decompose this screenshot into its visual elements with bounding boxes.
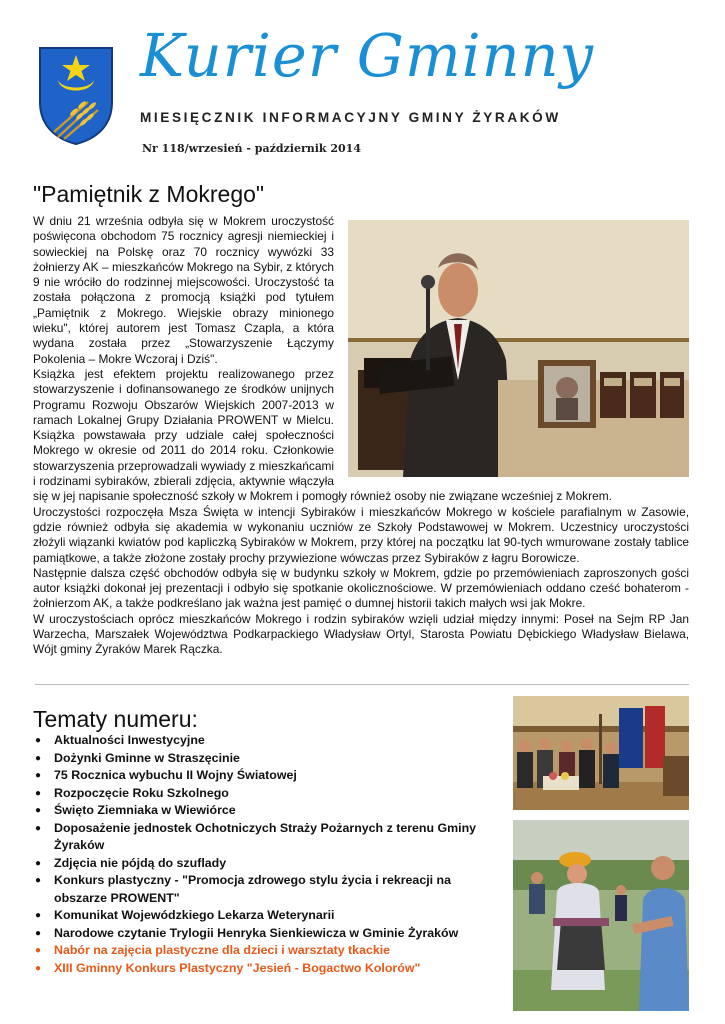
newspaper-title: Kurier Gminny	[140, 21, 595, 90]
article-paragraph: Uroczystości rozpoczęła Msza Święta w intencji Sybiraków i mieszkańców Mokrego w kościele parafialnym w Zasowie, gdzie również odbyła się akademia w wykonaniu uczniów ze Szkoły Podstawowej w Mokrem. Uczestnicy uroczystości złożyli wiązanki kwiatów pod kapliczką Sybiraków w Mokrem, przy której na początku lat 90-tych wmurowane zostały tablice pamiątkowe, a także złożone zostały prochy przywiezione wówczas przez Sybiraków z łagru Borowicze.	[33, 504, 689, 565]
photo-speaker-at-book-promotion	[348, 220, 689, 477]
topic-item: ● Konkurs plastyczny - "Promocja zdrowego stylu życia i rekreacji na obszarze PROWENT"	[33, 872, 503, 907]
topic-item-highlighted: ● XIII Gminny Konkurs Plastyczny "Jesień - Bogactwo Kolorów"	[33, 960, 503, 978]
topic-item: ● Komunikat Wojewódzkiego Lekarza Weterynarii	[33, 907, 503, 925]
newspaper-subtitle: MIESIĘCZNIK INFORMACYJNY GMINY ŻYRAKÓW	[140, 110, 561, 125]
topic-item: ● Aktualności Inwestycyjne	[33, 732, 503, 750]
topic-item: ● Doposażenie jednostek Ochotniczych Straży Pożarnych z terenu Gminy Żyraków	[33, 820, 503, 855]
issue-number: Nr 118/wrzesień - październik 2014	[142, 142, 361, 155]
gmina-coat-of-arms	[36, 44, 116, 146]
topic-item: ● Święto Ziemniaka w Wiewiórce	[33, 802, 503, 820]
section-divider	[35, 684, 689, 685]
article-body	[33, 214, 689, 658]
topic-item: ● Dożynki Gminne w Straszęcinie	[33, 750, 503, 768]
topics-heading: Tematy numeru:	[33, 706, 198, 732]
article-paragraph: Następnie dalsza część obchodów odbyła się w budynku szkoły w Mokrem, gdzie po przemówieniach zaproszonych gości autor książki dokonał jej prezentacji i odbyło się spotkanie okolicznościowe. W przemówieniach oddano cześć bohaterom - żołnierzom AK, a także podkreślano jak ważna jest pamięć o dumnej historii takich małych wsi jak Mokre.	[33, 565, 689, 611]
photo-potato-festival	[513, 820, 689, 1011]
article-title: "Pamiętnik z Mokrego"	[33, 181, 265, 207]
article-paragraph: W uroczystościach oprócz mieszkańców Mokrego i rodzin sybiraków wzięli udział między innymi: Poseł na Sejm RP Jan Warzecha, Marszałek Województwa Podkarpackiego Władysław Ortyl, Starosta Powiatu Dębickiego Władysław Bielawa, Wójt gminy Żyraków Marek Rączka.	[33, 611, 689, 657]
topic-item: ● Zdjęcia nie pójdą do szuflady	[33, 855, 503, 873]
topic-item: ● 75 Rocznica wybuchu II Wojny Światowej	[33, 767, 503, 785]
topic-item: ● Rozpoczęcie Roku Szkolnego	[33, 785, 503, 803]
photo-church-ceremony	[513, 696, 689, 810]
topic-item-highlighted: ● Nabór na zajęcia plastyczne dla dzieci i warsztaty tkackie	[33, 942, 503, 960]
article-paragraph: W dniu 21 września odbyła się w Mokrem uroczystość poświęcona obchodom 75 rocznicy agresji niemieckiej i sowieckiej na Polskę oraz 70 rocznicy wywózki 33 żołnierzy AK – mieszkańców Mokrego na Sybir, z których 9 nie wróciło do rodzinnej miejscowości. Uroczystość ta została połączona z promocją książki pod tytułem „Pamiętnik z Mokrego. Wiejskie obrazy minionego wieku", której autorem jest Tomasz Czapla, a która wydana została przez „Stowarzyszenie Łączymy Pokolenia – Mokre Wczoraj i Dziś".	[33, 214, 334, 366]
article-paragraph: Książka jest efektem projektu realizowanego przez stowarzyszenie i dofinansowanego ze środków unijnych Programu Rozwoju Obszarów Wiejskich 2007-2013 w ramach Lokalnej Grupy Działania PROWENT w Mielcu. Książka powstawała przy udziale całej społeczności Mokrego w okresie od 2011 do 2014 roku. Członkowie stowarzyszenia przeprowadzali wywiady z mieszkańcami i rodzinami sybiraków, zbierali zdjęcia, aktywnie włączyła się w jej napisanie społeczność szkoły w Mokrem i pomogły również osoby nie związane wcześniej z Mokrem.	[33, 366, 612, 504]
topics-list	[33, 732, 503, 977]
topic-item: ● Narodowe czytanie Trylogii Henryka Sienkiewicza w Gminie Żyraków	[33, 925, 503, 943]
